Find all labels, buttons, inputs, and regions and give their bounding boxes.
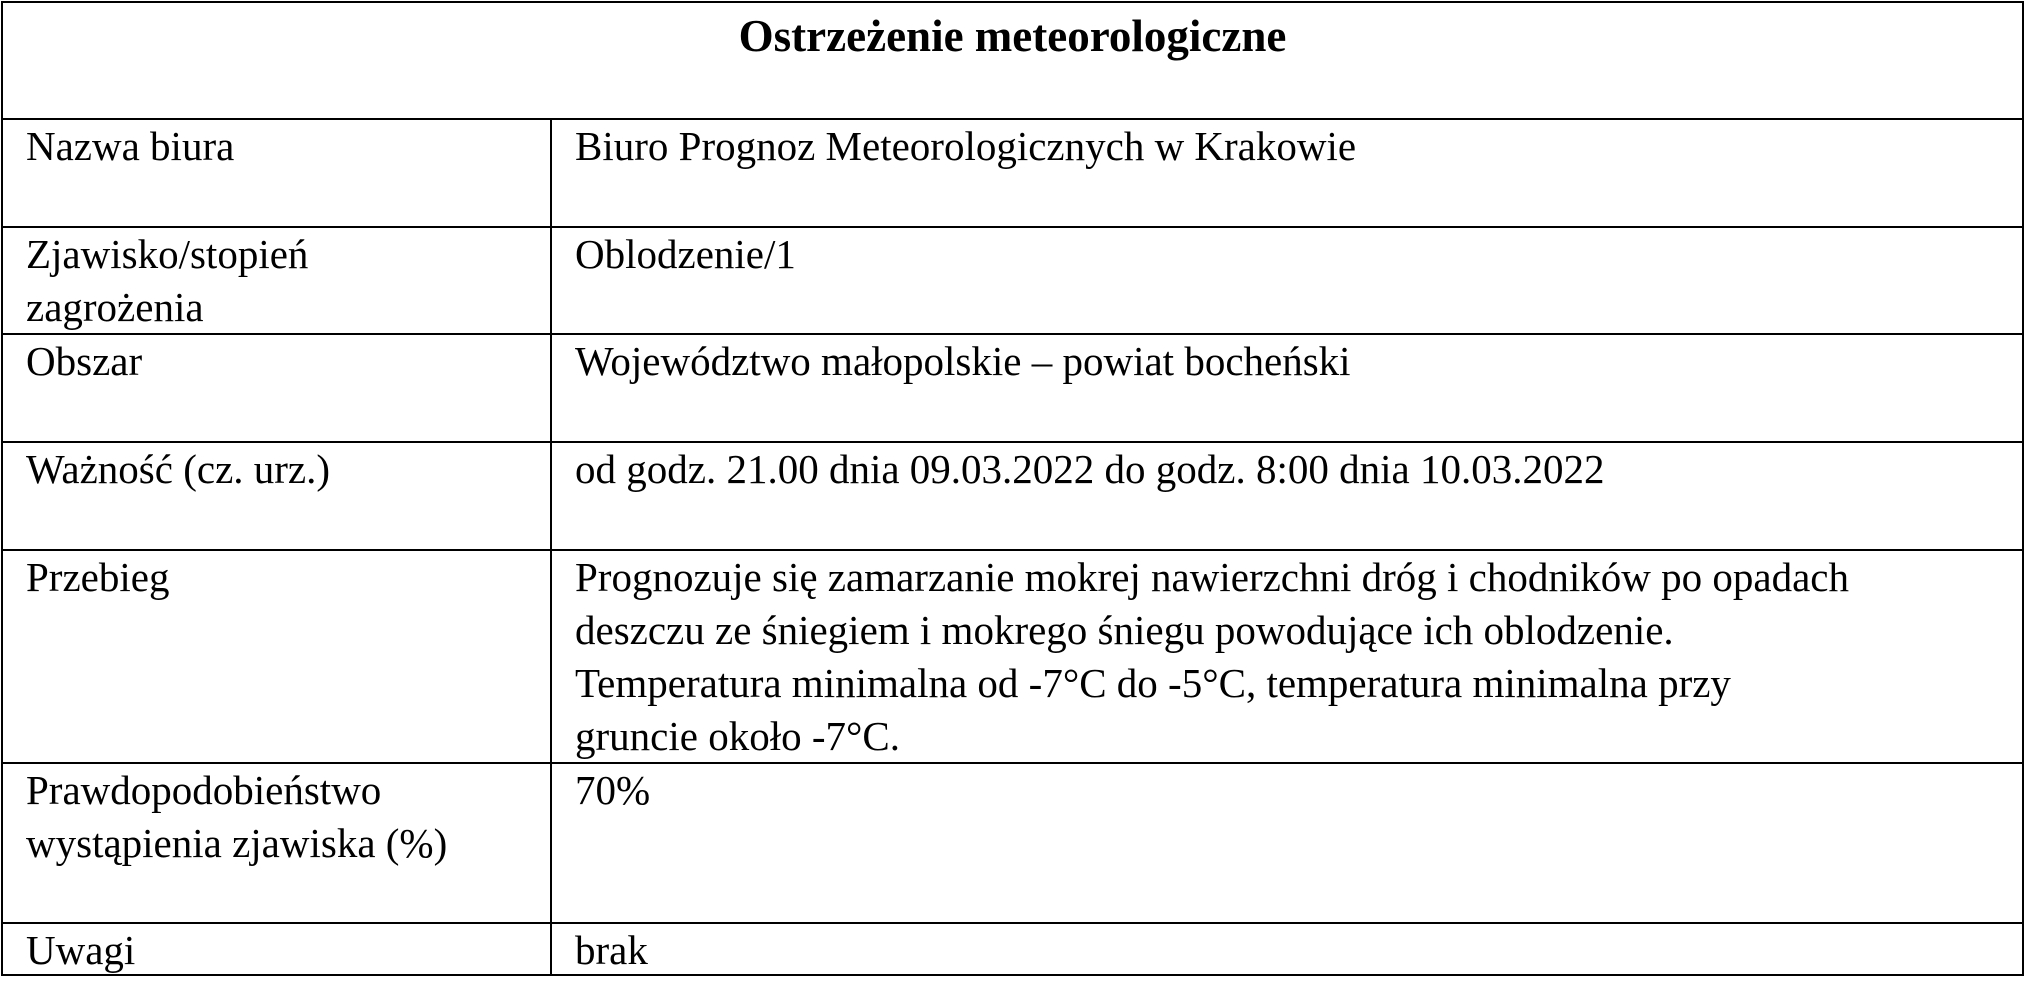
value-cell: [552, 228, 2022, 333]
row-office-name: [3, 120, 2022, 228]
row-remarks: [3, 924, 2022, 974]
validity-value: od godz. 21.00 dnia 09.03.2022 do godz. 8:00 dnia 10.03.2022: [575, 446, 1605, 492]
row-course: [3, 551, 2022, 764]
label-cell: [3, 335, 552, 441]
row-area: [3, 335, 2022, 443]
warning-table: [1, 1, 2024, 976]
label-cell: [3, 120, 552, 226]
area-value: Województwo małopolskie – powiat bocheński: [575, 338, 1351, 384]
row-probability: [3, 764, 2022, 924]
value-cell: [552, 443, 2022, 549]
label-cell: [3, 764, 552, 922]
label-cell: [3, 551, 552, 762]
phenomenon-label: Zjawisko/stopień zagrożenia: [26, 231, 309, 330]
remarks-value: brak: [575, 927, 648, 973]
table-title: Ostrzeżenie meteorologiczne: [738, 11, 1287, 61]
label-cell: [3, 228, 552, 333]
label-cell: [3, 443, 552, 549]
office-name-label: Nazwa biura: [26, 123, 235, 169]
probability-value: 70%: [575, 767, 651, 813]
title-row: [3, 3, 2022, 120]
remarks-label: Uwagi: [26, 927, 136, 973]
course-value: Prognozuje się zamarzanie mokrej nawierzchni dróg i chodników po opadach deszczu ze śniegiem i mokrego śniegu powodujące ich oblodzenie. Temperatura minimalna od -7°C do -5°C, temperatura minimalna przy gruncie około -7°C.: [575, 554, 1849, 759]
value-cell: [552, 120, 2022, 226]
value-cell: [552, 335, 2022, 441]
phenomenon-value: Oblodzenie/1: [575, 231, 796, 277]
area-label: Obszar: [26, 338, 143, 384]
value-cell: [552, 764, 2022, 922]
row-validity: [3, 443, 2022, 551]
office-name-value: Biuro Prognoz Meteorologicznych w Krakowie: [575, 123, 1357, 169]
course-label: Przebieg: [26, 554, 170, 600]
label-cell: [3, 924, 552, 974]
value-cell: [552, 551, 2022, 762]
value-cell: [552, 924, 2022, 974]
validity-label: Ważność (cz. urz.): [26, 446, 331, 492]
row-phenomenon: [3, 228, 2022, 335]
probability-label: Prawdopodobieństwo wystąpienia zjawiska (%): [26, 767, 448, 866]
